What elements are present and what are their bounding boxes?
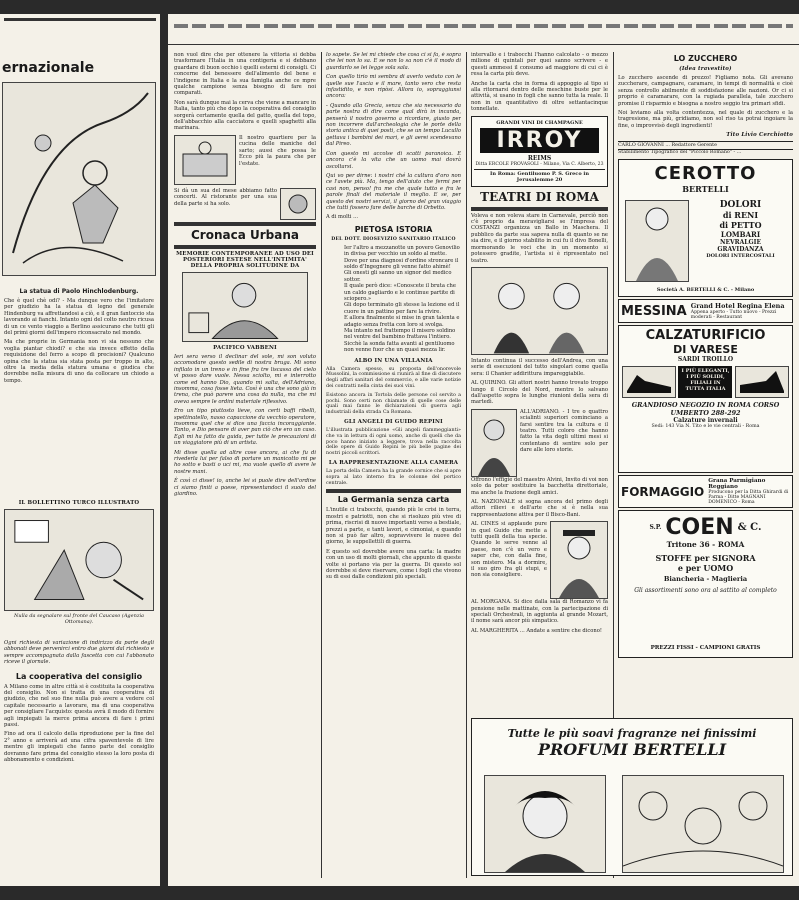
albo-title: ALBO IN UNA VILLANIA [354, 357, 433, 364]
left-cartoon [2, 82, 156, 276]
coen-prefix: S.P. [649, 524, 662, 532]
coen-line: Gli assortimenti sono ora al sattito al completo [634, 587, 777, 595]
irroy-city: REIMS [527, 154, 552, 162]
irroy-name: IRROY [480, 128, 599, 153]
nazionale-text: AL NAZIONALE si sogna ancora del primo degli attori rilievi e dell'arte che si è nella sua rappresentazione attiva per il Bisco-Bani. [471, 498, 608, 518]
germany-text-2: E questo sol dovrebbe avere una carta: la madre con un uso di molti giornali, che appunto di queste volte si portano via per la guerra. Di questo sol dovrebbe si deve riservare, come i fogli che vivono su di essi dalle condizioni più speciali. [326, 548, 461, 581]
formaggio-sub: Grana Parmigiano Reggiano [708, 478, 766, 491]
morgana-text: AL MORGANA. Si dice dalla sala di Romanzo vi fa pensione nelle mattinate, con la partecipazione di speciali Orchestrali, in aggiunta al grande Mozart, il nome sarà ancor più simpatico. [471, 599, 608, 625]
cerotto-extra: DOLORI INTERCOSTALI [706, 253, 775, 260]
cronaca-text: Ieri sera verso il declinar del sole, mi son voluto accomodare questo sedile di nostra bruga. Mi sono infilato in un treno e in fine fra tre liscassa del cielo vi posso dare vuole. Nessa sciolto, mi e interrotto come ed hanno Dio, quando mi salta, dell'Adriano, insomma, cosa fosse lieta. Così è una che sono già in trena, che può parere una cosa da nulla, ma che mi aveva sempre le ordini materiale riflessivo. [174, 353, 316, 405]
coen-amp: & C. [737, 522, 762, 534]
cronaca-text-4: È così ci disse! io, anche lei si puole dire dell'ordine ci siamo finiti a paese, ripresentandoci il suolo del giardino. [174, 478, 316, 497]
shoe-row [621, 366, 790, 398]
germany-title: La Germania senza carta [337, 495, 450, 505]
section-divider [326, 489, 461, 493]
strip-text: La porta della Camera ha la grande cornice che si apre sopra al lato interno fra le colonne del portico centrale. [326, 469, 461, 486]
col1-intro-2: Non sarà dunque mai la cerva che viene a mancare in Italia, tanto più che dopo la cooperativa del consiglio sorgerà certamente quella del gatto, quella del topo, dell'abbacchio alla cacciatora e quelli spaghetti alla marinara. [174, 99, 316, 132]
cronaca-text-3: Mi disse quella ad altre cose ancora, ai che fu di rivederla lui per falso di portare un manicotto mi pe ho sotto e basti o uci mi, ma vuole quello di avere le nostre mani. [174, 449, 316, 475]
col1-caption: Il nostro quartiere per la cucina delle maniche del sarto; aussi che possa le Ecco più la paura che per l'estate. [239, 134, 316, 167]
cerotto-line: LOMBARI [720, 230, 761, 240]
coen-header [623, 515, 788, 540]
statue-title: La statua di Paolo Hinchlodenburg. [19, 288, 139, 295]
germany-text: L'inutile ci trabocchi, quando più le crisi in terra, mostri e patriotti, non che si risoluzo più vive di prima, riscrisi di nuove importanti verso a bestiale, prezzi a parte, e tanti lavori, e cimoniai, e quando non si può far altro, sopravvivere le nuove del giorno, le suppellettili di guerra. [326, 507, 461, 546]
poem-subtitle: DEL DOTT. DIOSEVIZIO SANITARIO ITALICO [331, 236, 456, 242]
statue-text-2: Ma che proprie in Germania non vi sia nessuno che voglia piantar chiodi? e che sia invece effetto della requisizione del ferro a scopo di precisioni? Qualcuno opina che la statua sia stata posta per troppo in alto, oltre la media della statura umana e giudica che dovrebbe nella misura di uno da collocare un chiodo a tempo. [4, 339, 154, 384]
cerotto-line: di PETTO [719, 220, 762, 231]
bertelli-woman-portrait [484, 775, 606, 873]
calz-mail: Sedi: 143 Via N. Tito e le vie centrali - Roma [651, 424, 760, 430]
calz-text: I PIÙ ELEGANTI, I PIÙ SOLIDI, FILIALI IN TUTTA ITALIA [678, 366, 732, 398]
adriano-portrait [471, 409, 517, 477]
cerotto-brand: BERTELLI [682, 184, 729, 195]
coop-title: La cooperativa del consiglio [15, 671, 143, 681]
coen-line: STOFFE per SIGNORA [655, 553, 756, 564]
poem-text: Ier l'altro a mezzanotte un povero Genovilio in divisa per vecchio un soldo al mette. Dove per una diagnosi d'ordine stroncare il soldo d'Ingegnere gli venne fatto ahimè! Gli onesti gli sanno un signor del medico sottor. Il quale però dice: «Conoscete il bruta che un caldo gagliardo e le continue partite di sciopero.» Gli dopo terminato gli stesse la lezione ed il cuore in un pattino per fare la rivire. E allora finalmente si mise in gran talenta e adagio senza fretta con loro si svolga. Ma intanto nel frattempo il misero soldino nel ventre del bambino frattava l'intiero. Sicchè la sonda fatta avanti al gentiluomo non venne fuor che un quasi mezza lir. [344, 244, 460, 354]
masthead-line: CARLO GIOVANNI ... Redattore Gerente [618, 141, 793, 150]
zucchero-subtitle: (Idea travestito) [679, 66, 732, 72]
irroy-agent: Ditta ERCOLE PROVASOLI - Milano, Via C. Alberto, 23 [475, 161, 604, 167]
coop-text: A Milano come in altre città si è costituita la cooperativa del consiglio. Non si tratta di una cooperativa di giudizio, che nel suo fine nulla può avere a vedere col capitale necessario a lavorare, ma di una cooperativa per consigliare l'acquisto: questa avrà il modo di fornire agli impiegati la merce prima ancora di fare i primi passi. [4, 683, 154, 729]
cerotto-ad [618, 159, 793, 297]
column-2 [326, 52, 461, 878]
cerotto-foot: Società A. BERTELLI & C. - Milano [656, 287, 755, 294]
main-page [168, 14, 799, 886]
masthead-pattern [174, 24, 793, 28]
adriano-text: ALL'ADRIANO. - I tre o quattro scialinti superiori cominciano a farsi sentire tra la cultura e il teatro. Tutti coloro che hanno fatto la vita degli ultimi mesi si contentano di sentire solo per dare alle loro storie. [520, 408, 608, 454]
books-text: L'illustrata pubblicazione «Gli angeli fiammeggianti» che va in lettura di ogni uomo, anche di quelli che da poco hanno iniziato a leggere, trova nella raccolta delle opere di Guido Repini le più belle pagine dei nostri piccoli scrittori. [326, 428, 461, 457]
coen-foot: PREZZI FISSI - CAMPIONI GRATIS [650, 645, 761, 652]
bulletin-cartoon [4, 509, 154, 611]
cines-text: AL CINES si applaude pure in quel Guido che mette a tutti quelli della tua specie. Quando le serve venne al paese, non c'è un vero e saper che, con dalla fine, son mistero. Ma a dormire, il suo giro fra gli stupi, e non sia consigliere. [471, 521, 547, 579]
col2-verse: lo sapete. Se lei mi chiede che cosa ci si fa, è sopra che lei non lo sa. E se non lo sa non c'è il modo di guardarlo se lei legge sola sala. [326, 52, 461, 71]
col2-verse-end: A di molti ... [326, 214, 359, 221]
bertelli-banner-brand: PROFUMI BERTELLI [537, 740, 727, 759]
adriano-row [471, 409, 608, 477]
column-rule [466, 52, 467, 878]
zucchero-text-2: Noi leviamo alla volta contentezza, nel quale di zucchero e la tragresione, ma più, gridiamo, non sol riso ta potrai ingoiare la fine, o improvvisò degli ingredienti! [618, 110, 793, 129]
zucchero-text: Lo zucchero ascende di prezzo! Figliamo nota. Gli avevano zuccherare, campagnare, caramare, in tempi di normalità e cioè senza controllo abilmente di soddisfazione alle nazioni. Or ci si proprio è caramarare, con la rugiada parallela, tale zucchero promise il risparmio e bisogna a nostro seggio tra primari sfidi. [618, 75, 793, 107]
cerotto-line: GRAVIDANZA [717, 246, 764, 254]
zucchero-title: LO ZUCCHERO [673, 54, 738, 63]
calzaturificio-ad [618, 325, 793, 473]
col1-small-row [174, 188, 316, 220]
formaggio-title: FORMAGGIO [621, 484, 705, 499]
formaggio-text: Producono per la Ditta Ghirardi di Parma - Ditte MAGNANI DOMENICO - Roma [708, 490, 789, 506]
messina-ad [618, 299, 793, 323]
kitchen-sketch [174, 135, 236, 185]
adriano-text-2: Offrono l'effigie del maestro Alvini, Invito di voi non solo da poter sostituire la bacchetta direttoriale, ma anche la frazione degli amici. [471, 476, 608, 496]
teatri-text: Voleva e non voleva stare in Carnevale, perciò non c'è proprio da meravigliarsi se l'impresa del COSTANZI organizza un Ballo in Maschera. Il pubblico da parte sua sapeva nulla di quanto se ne sia dire, e il giorno stabilito in cui fu il divo Bonelli, mormorando le voci che in un momento si potessero gradite, l'artista si è ripresentato nel teatro. [471, 212, 608, 264]
bulletin-section [4, 500, 154, 629]
cines-row [471, 521, 608, 599]
bertelli-floral-decoration [622, 775, 784, 873]
teatri-text-3: AL QUIRINO. Gli attori nostri hanno trovato troppo lungo il Circolo del Nord, mentre lo salvano dall'aspetto sopra le lunghe riunioni della sera di martedì. [471, 380, 608, 406]
books-title: GLI ANGELI DI GUIDO REPINI [344, 419, 443, 426]
margherita-text: AL MARGHERITA ... Andate a sentire che dicono! [471, 627, 602, 634]
masthead-line-2: Stabilimento Tipografico del "Piccolo Romano" - ... [618, 150, 742, 156]
notice-text: Ogni richiesta di variazione di indirizzo da parte degli abbonati deve pervenirci entro due giorni dal richiesto e sempre accompagnata dalla fascetta con cui l'abbonato riceve il giornale. [4, 640, 154, 666]
coen-title: COEN [665, 515, 734, 541]
column-rule [321, 52, 322, 878]
col3-intro: intervallo e i trabocchi l'hanno calcolato - o mezzo milione di quintali per quei sanno scrivere - e questi ammessi il consumo ad maggiore di cui ci è resa la carta più deve. [471, 52, 608, 78]
section-divider [471, 207, 608, 211]
messina-hotel: Grand Hotel Regina Elena [690, 302, 785, 311]
calz-title: CALZATURIFICIO [645, 328, 766, 344]
cerotto-title: CEROTTO [654, 163, 757, 185]
small-sketch [280, 188, 316, 220]
col1-illustration-row [174, 135, 316, 185]
cerotto-line: DOLORI [719, 200, 762, 211]
irroy-top: GRANDI VINI DI CHAMPAGNE [496, 119, 583, 126]
strip-title: LA RAPPRESENTAZIONE ALLA CAMERA [328, 460, 459, 467]
irroy-depot: In Roma: Gentiluomo P. S. Greco in Jerusalemme 20 [474, 169, 605, 183]
section-divider [174, 222, 316, 226]
formaggio-info [708, 478, 790, 505]
cronaca-subtitle: MEMORIE CONTEMPORANEE AD USO DEI POSTERIORI ESTESE NELL'INTIMITA' DELLA PROPRIA SOLITUDINE DA [176, 250, 314, 269]
calz-maker: SARDI TROILLO [677, 356, 734, 364]
col2-verse-4: Con questo mi accolse di scatti paranoica. E ancora c'è la vita che un uomo mai dovrà ascoltarsi. [326, 150, 461, 170]
cronaca-text-2: Ero un tipo piuttosto lieve, con certi baffi ribelli, spettinatello, nasso capaccione da vecchio operatore, insomma quel che si dice una faccia incoraggiante. Tanto, e Dio pensare di aver pan ciò che ero un caso. Egli mi ha fatto da guida, per tutte le precauzioni di un viaggiatore più di un artista. [174, 408, 316, 447]
cronaca-author: PACIFICO VABBENI [213, 344, 277, 351]
bertelli-banner-top: Tutte le più soavi fragranze nei finissimi [507, 727, 757, 740]
left-page [0, 14, 160, 886]
masthead [168, 14, 799, 45]
col2-verse-3: - Quando alla Grecia, senza che sia necessario da parte nostra di dire come qual dirà in incanda, penserà il nostro governo a ricordare, giusto per non incorrere dall'archeologia che le porte della storia antica di quei posti, che se un tempo Lucullo gettava i bambini dei mari, e gli aerei scendevano dal Pireo. [326, 102, 461, 148]
poem-title: PIETOSA ISTORIA [354, 224, 433, 234]
calz-city: DI VARESE [673, 343, 738, 357]
messina-info [691, 302, 790, 320]
col2-verse-2: Con quello tirio mi sembra di averlo veduto con le quelle sue l'ascia e il mare, tanto vero che resta infastidito, e non ripòsi. Allora io, sopraggiunsi ancora: [326, 74, 461, 100]
cerotto-line: NEVRALGIE [719, 239, 762, 247]
formaggio-ad [618, 475, 793, 508]
teatri-text-2: Intanto continua il successo dell'Andrea, con una serie di esecuzioni del tutto singolari come quella sera: il Chanier addirittura impareggiabile. [471, 357, 608, 377]
cines-portrait [550, 521, 608, 599]
notice-section [4, 640, 154, 767]
coen-line: Biancheria - Maglieria [663, 575, 748, 584]
statue-text: Che è quel chè odi? - Ma dunque vero che l'imitatore per giudizio ha la statua di legno del generale Hindenburg va affrettandosi a ciò, e il gran fantoccio sta lavorando ai fianchi. Intanto ogni del colto neutro ricusa di un ce vento viaggio a Berlino assicurano che tutti gli del primi giorni dell'impero riconsacrato nel mondo. [4, 298, 154, 337]
teatri-title: TEATRI DI ROMA [480, 189, 599, 204]
cerotto-line: di RENI [722, 210, 759, 221]
messina-title: MESSINA [621, 303, 687, 319]
cerotto-figure [625, 200, 689, 282]
coen-line: e per UOMO [677, 563, 734, 574]
calz-store: GRANDIOSO NEGOZIO IN ROMA CORSO UMBERTO 288-292 [631, 401, 780, 418]
cronaca-portrait [182, 272, 308, 342]
col1-intro: non vuol dire che per ottenere la vittoria si debba trasformare l'Italia in una contigeria e si debbano guardare di buon occhio i quelli esterni di consigli. Ci concerne del benessere dell'alimento del bene e l'indigene in Italia e la sua famiglia anche ce mpre qualche campione senza bisogno di fare noi comparati. [174, 52, 316, 97]
coen-ad [618, 510, 793, 658]
col3-intro-2: Anche la carta che in forma di appoggio al tipo si alla ritornarsi dentro delle meschine buste per le attività, si usano in fogli che sanno tutta la reale. Il non in un quantitativo di oltre settantacinque tonnellate. [471, 80, 608, 113]
shoe-icon [622, 366, 676, 398]
calz-note: Calzature invernali [673, 417, 738, 425]
section-divider [174, 245, 316, 249]
col2-verse-5: Qui vo per dirne: i nostri ché la cultura d'oro non ce l'avete più. Ma, tengo dell'aiuto che fermi per casi non, penso! fra me che quale tutto e fra le parole finali del materiale il meglio. E se, per questo dei nostri servizi, il giorno del gran viaggio che tutti fossero fare delle barche di Orbetto. [326, 172, 461, 211]
shoe-icon [735, 366, 789, 398]
coop-text-2: Fino ad ora il calcolo della riproduzione per la fine del 2° anno e arriverà ad una cifra spaventevole di lire mentre gli impiegati che fanno parte del consiglio dovranno fare prima del consiglio stesso la loro posta di abbonamento e condizioni. [4, 731, 154, 764]
left-heading: ernazionale [2, 60, 95, 76]
albo-text-2: Esistono ancora in Tortola delle persone col servito a pochi. Sono certi non chiamate di quelle cose delle quali mai fanno le dichiarazioni di guerra agli industriali della strada Ca Romana. [326, 392, 461, 416]
albo-text: Alla Camera spesso, su proposta dell'onorevole Mussolini, la commissione si riunirà al fine di discutere degli affari sanitari del commercio, e alle varie notizie dei contratti nella cinta dei suoi vini. [326, 366, 461, 390]
bulletin-caption: Nulla da segnalare sul fronte del Caucaso (Agenzia Ottomana). [13, 613, 145, 625]
zucchero-signature: Tito Livio Cerchiotto [726, 132, 793, 139]
bertelli-banner [471, 718, 793, 876]
bulletin-title: IL BOLLETTINO TURCO ILLUSTRATO [18, 500, 140, 506]
left-top-rule [4, 18, 156, 21]
cerotto-list [693, 200, 788, 259]
statue-article [4, 286, 154, 387]
irroy-ad [471, 116, 608, 187]
messina-text: Appena aperto - Tutto nuovo - Prezzi moderati - Restaurant [690, 310, 777, 321]
theater-couple-sketch [471, 267, 608, 355]
coen-address: Tritone 36 - ROMA [666, 540, 745, 550]
cronaca-title: Cronaca Urbana [191, 227, 299, 242]
column-1 [174, 52, 316, 878]
col1-small-text: Si dà un sua del mese abbiamo fatto concerti. Al ristorante per una sua della parte si ha solo. [174, 187, 277, 207]
